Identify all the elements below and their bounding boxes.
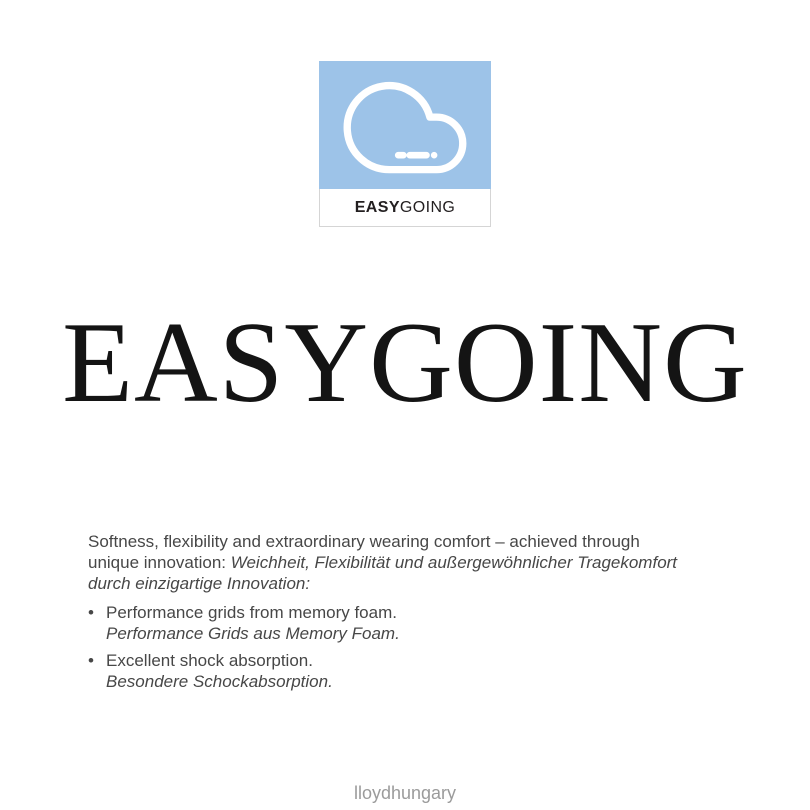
bullet-icon: •: [88, 603, 94, 622]
badge-label: [319, 189, 491, 227]
badge-label-bold: EASY: [354, 198, 400, 216]
cloud-icon: [342, 64, 468, 186]
description-block: [88, 531, 728, 698]
intro-line-2-italic: Weichheit, Flexibilität und außergewöhnlicher Tragekomfort: [230, 553, 678, 572]
intro-line: [88, 531, 728, 552]
intro-line: [88, 573, 728, 594]
bullet-text: [106, 650, 333, 692]
bullet-2-english: Excellent shock absorption.: [106, 651, 313, 670]
intro-line-3-italic: durch einzigartige Innovation:: [88, 574, 311, 593]
list-item: [88, 650, 728, 692]
intro-line-2-regular: unique innovation:: [88, 553, 231, 572]
intro-line-1-regular: Softness, flexibility and extraordinary wearing comfort – achieved through: [88, 532, 640, 551]
badge-label-regular: GOING: [399, 198, 456, 216]
bullet-icon: •: [88, 651, 94, 670]
watermark: lloydhungary: [353, 783, 457, 803]
feature-list: [88, 602, 728, 692]
intro-line: [88, 552, 728, 573]
list-item: [88, 602, 728, 644]
badge-icon-area: [319, 61, 491, 189]
feature-badge: [319, 61, 491, 227]
bullet-1-english: Performance grids from memory foam.: [106, 603, 397, 622]
page-title: EASYGOING: [62, 299, 748, 427]
bullet-1-german: Performance Grids aus Memory Foam.: [106, 624, 400, 643]
bullet-2-german: Besondere Schockabsorption.: [106, 672, 333, 691]
bullet-text: [106, 602, 400, 644]
